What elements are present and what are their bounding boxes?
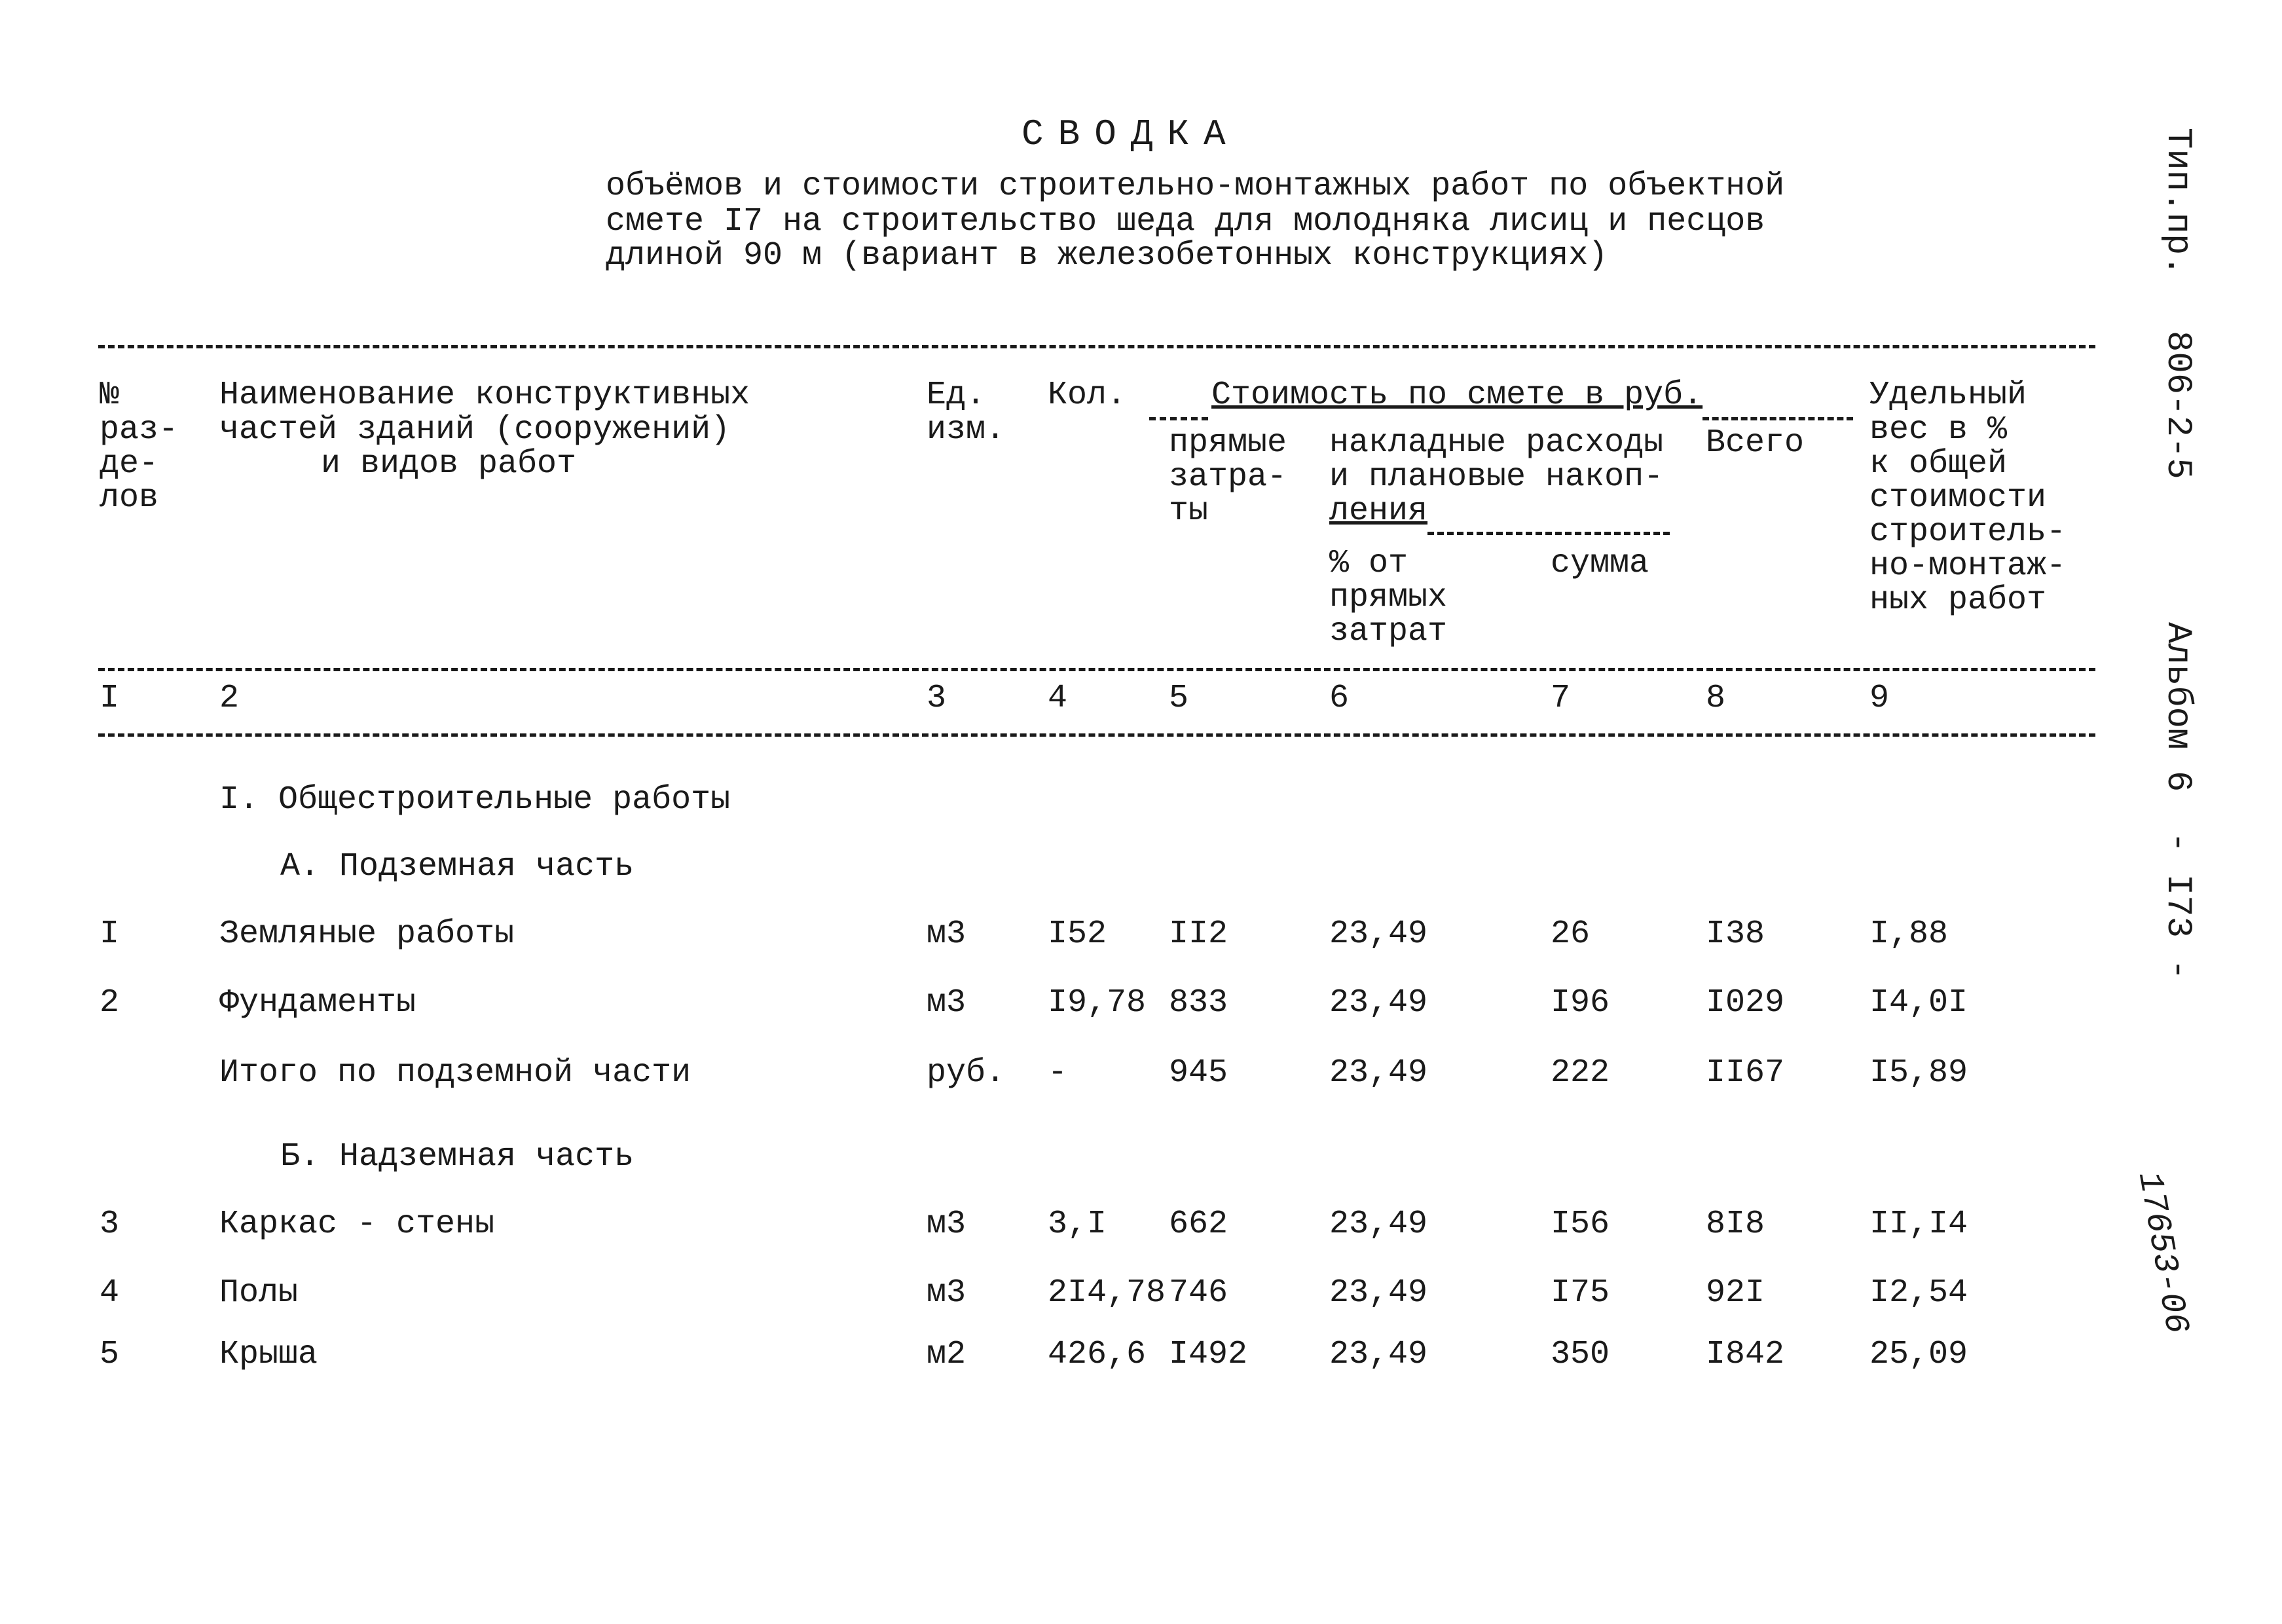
header-overhead-line-1: накладные расходы (1329, 424, 1664, 462)
header-col9-line-2: вес в % (1869, 411, 2008, 449)
header-col5-line-2: затра- (1169, 458, 1287, 496)
row-direct-cost: I492 (1169, 1336, 1248, 1373)
numbers-bottom-rule (98, 733, 2095, 737)
header-col9-line-5: строитель- (1869, 513, 2067, 551)
row-quantity: I52 (1048, 915, 1107, 953)
column-number: 8 (1706, 680, 1726, 717)
header-col9-line-4: стоимости (1869, 479, 2047, 517)
row-overhead-percent: 23,49 (1329, 1336, 1428, 1373)
row-share: I2,54 (1869, 1274, 1968, 1312)
row-direct-cost: 746 (1169, 1274, 1228, 1312)
header-col2-line-1: Наименование конструктивных (219, 377, 750, 414)
row-share: 25,09 (1869, 1336, 1968, 1373)
row-quantity: - (1048, 1054, 1068, 1092)
row-unit: руб. (927, 1054, 1006, 1092)
row-total: I842 (1706, 1336, 1785, 1373)
header-col1-line-2: раз- (100, 411, 179, 449)
row-total: I029 (1706, 984, 1785, 1022)
row-quantity: 3,I (1048, 1206, 1107, 1243)
row-number: I (100, 915, 120, 953)
row-quantity: 426,6 (1048, 1336, 1147, 1373)
cost-group-rule-right (1702, 417, 1853, 420)
header-col6-line-1: % от (1329, 545, 1408, 582)
header-col9-line-1: Удельный (1869, 377, 2027, 414)
row-name: Каркас - стены (219, 1206, 495, 1243)
row-direct-cost: 833 (1169, 984, 1228, 1022)
row-name: Итого по подземной части (219, 1054, 691, 1092)
header-col6-line-3: затрат (1329, 613, 1448, 650)
doc-subtitle-line-2: смете I7 на строительство шеда для молодняка лисиц и песцов (606, 203, 1765, 240)
row-share: I4,0I (1869, 984, 1968, 1022)
side-page-number: - I73 - (2158, 832, 2198, 980)
row-total: 92I (1706, 1274, 1765, 1312)
row-quantity: 2I4,78 (1048, 1274, 1166, 1312)
row-overhead-sum: I75 (1551, 1274, 1610, 1312)
row-overhead-sum: 222 (1551, 1054, 1610, 1092)
row-direct-cost: II2 (1169, 915, 1228, 953)
doc-title: СВОДКА (1021, 113, 1240, 155)
side-label-type-project: Тип.пр. (2158, 128, 2198, 276)
row-overhead-percent: 23,49 (1329, 915, 1428, 953)
row-overhead-sum: I56 (1551, 1206, 1610, 1243)
header-col9-line-3: к общей (1869, 445, 2008, 483)
row-share: I,88 (1869, 915, 1949, 953)
header-overhead-line-2: и плановые накоп- (1329, 458, 1664, 496)
column-number: 6 (1329, 680, 1350, 717)
section-heading-aboveground: Б. Надземная часть (280, 1138, 635, 1175)
row-overhead-sum: 26 (1551, 915, 1591, 953)
overhead-rule (1427, 532, 1670, 535)
row-number: 5 (100, 1336, 120, 1373)
section-heading-general: I. Общестроительные работы (219, 781, 731, 819)
header-col3-line-1: Ед. (927, 377, 986, 414)
row-share: I5,89 (1869, 1054, 1968, 1092)
header-col5-line-3: ты (1169, 492, 1209, 530)
column-number: 9 (1869, 680, 1890, 717)
header-col6-line-2: прямых (1329, 579, 1448, 616)
doc-subtitle-line-1: объёмов и стоимости строительно-монтажных работ по объектной (606, 168, 1785, 205)
header-col2-line-2: частей зданий (сооружений) (219, 411, 731, 449)
header-col1-line-4: лов (100, 479, 159, 517)
row-quantity: I9,78 (1048, 984, 1147, 1022)
header-col8: Всего (1706, 424, 1805, 462)
row-overhead-percent: 23,49 (1329, 1054, 1428, 1092)
column-number: 7 (1551, 680, 1571, 717)
row-number: 2 (100, 984, 120, 1022)
row-unit: м3 (927, 984, 966, 1022)
row-number: 4 (100, 1274, 120, 1312)
row-unit: м3 (927, 1206, 966, 1243)
side-project-number: 806-2-5 (2158, 331, 2198, 479)
header-bottom-rule (98, 668, 2095, 671)
row-unit: м3 (927, 1274, 966, 1312)
column-number: 4 (1048, 680, 1068, 717)
row-total: 8I8 (1706, 1206, 1765, 1243)
header-col5-line-1: прямые (1169, 424, 1287, 462)
row-overhead-percent: 23,49 (1329, 984, 1428, 1022)
header-col7: сумма (1551, 545, 1649, 582)
doc-subtitle-line-3: длиной 90 м (вариант в железобетонных конструкциях) (606, 237, 1608, 274)
side-code: 17653-06 (2129, 1169, 2196, 1337)
row-direct-cost: 662 (1169, 1206, 1228, 1243)
row-name: Земляные работы (219, 915, 515, 953)
row-overhead-sum: I96 (1551, 984, 1610, 1022)
row-unit: м3 (927, 915, 966, 953)
column-number: I (100, 680, 120, 717)
header-col4: Кол. (1048, 377, 1127, 414)
header-col9-line-6: но-монтаж- (1869, 547, 2067, 585)
row-name: Полы (219, 1274, 299, 1312)
row-overhead-percent: 23,49 (1329, 1274, 1428, 1312)
row-number: 3 (100, 1206, 120, 1243)
row-total: II67 (1706, 1054, 1785, 1092)
row-name: Фундаменты (219, 984, 416, 1022)
header-cost-group: Стоимость по смете в руб. (1211, 377, 1703, 414)
row-share: II,I4 (1869, 1206, 1968, 1243)
header-col1-line-1: № (100, 377, 120, 414)
header-col3-line-2: изм. (927, 411, 1006, 449)
header-overhead-line-3: ления (1329, 492, 1428, 530)
row-name: Крыша (219, 1336, 318, 1373)
row-overhead-sum: 350 (1551, 1336, 1610, 1373)
column-number: 2 (219, 680, 240, 717)
row-direct-cost: 945 (1169, 1054, 1228, 1092)
row-unit: м2 (927, 1336, 966, 1373)
cost-group-rule-left (1149, 417, 1208, 420)
section-heading-underground: А. Подземная часть (280, 848, 635, 885)
column-number: 3 (927, 680, 947, 717)
row-overhead-percent: 23,49 (1329, 1206, 1428, 1243)
side-album: Альбом 6 (2158, 622, 2198, 792)
row-total: I38 (1706, 915, 1765, 953)
header-col1-line-3: де- (100, 445, 159, 483)
header-col9-line-7: ных работ (1869, 581, 2047, 619)
header-top-rule (98, 345, 2095, 348)
header-col2-line-3: и видов работ (321, 445, 577, 483)
column-number: 5 (1169, 680, 1189, 717)
